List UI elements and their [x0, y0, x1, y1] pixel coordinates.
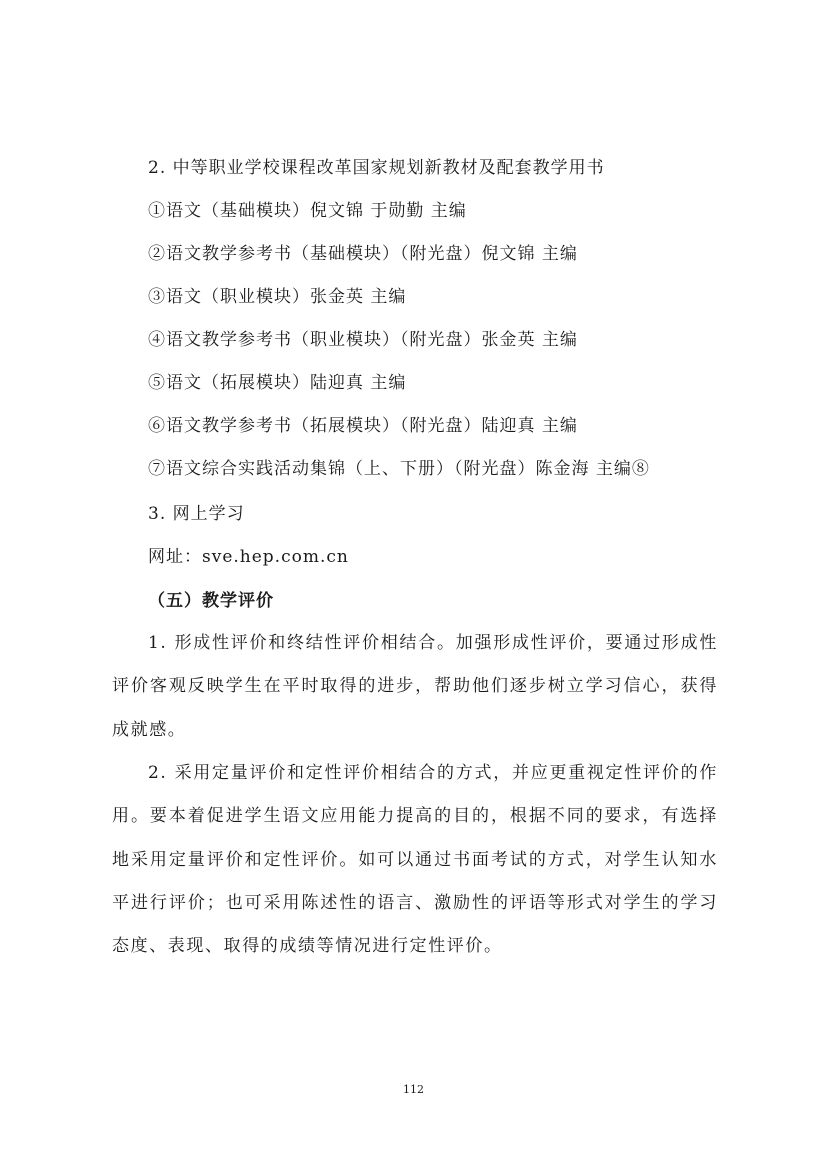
- list-item-7: ⑦语文综合实践活动集锦（上、下册）（附光盘）陈金海 主编⑧: [148, 459, 650, 479]
- section-5-heading: （五）教学评价: [148, 591, 274, 611]
- list-item-2: ②语文教学参考书（基础模块）（附光盘）倪文锦 主编: [148, 244, 578, 264]
- section-2-heading: 2. 中等职业学校课程改革国家规划新教材及配套教学用书: [148, 158, 605, 178]
- page-number: 112: [403, 1083, 424, 1096]
- website-line: 网址：sve.hep.com.cn: [148, 547, 349, 567]
- list-item-3: ③语文（职业模块）张金英 主编: [148, 287, 407, 307]
- list-item-1: ①语文（基础模块）倪文锦 于勋勤 主编: [148, 201, 467, 221]
- list-item-6: ⑥语文教学参考书（拓展模块）（附光盘）陆迎真 主编: [148, 416, 578, 436]
- list-item-4: ④语文教学参考书（职业模块）（附光盘）张金英 主编: [148, 330, 578, 350]
- section-3-heading: 3. 网上学习: [148, 504, 245, 524]
- evaluation-paragraph-2: 2. 采用定量评价和定性评价相结合的方式，并应更重视定性评价的作用。要本着促进学生语文应用能力提高的目的，根据不同的要求，有选择地采用定量评价和定性评价。如可以通过书面考试的方式，对学生认知水平进行评价；也可采用陈述性的语言、激励性的评语等形式对学生的学习态度、表现、取得的成绩等情况进行定性评价。: [112, 763, 718, 957]
- list-item-5: ⑤语文（拓展模块）陆迎真 主编: [148, 373, 407, 393]
- evaluation-paragraph-1: 1. 形成性评价和终结性评价相结合。加强形成性评价，要通过形成性评价客观反映学生在平时取得的进步，帮助他们逐步树立学习信心，获得成就感。: [112, 633, 718, 740]
